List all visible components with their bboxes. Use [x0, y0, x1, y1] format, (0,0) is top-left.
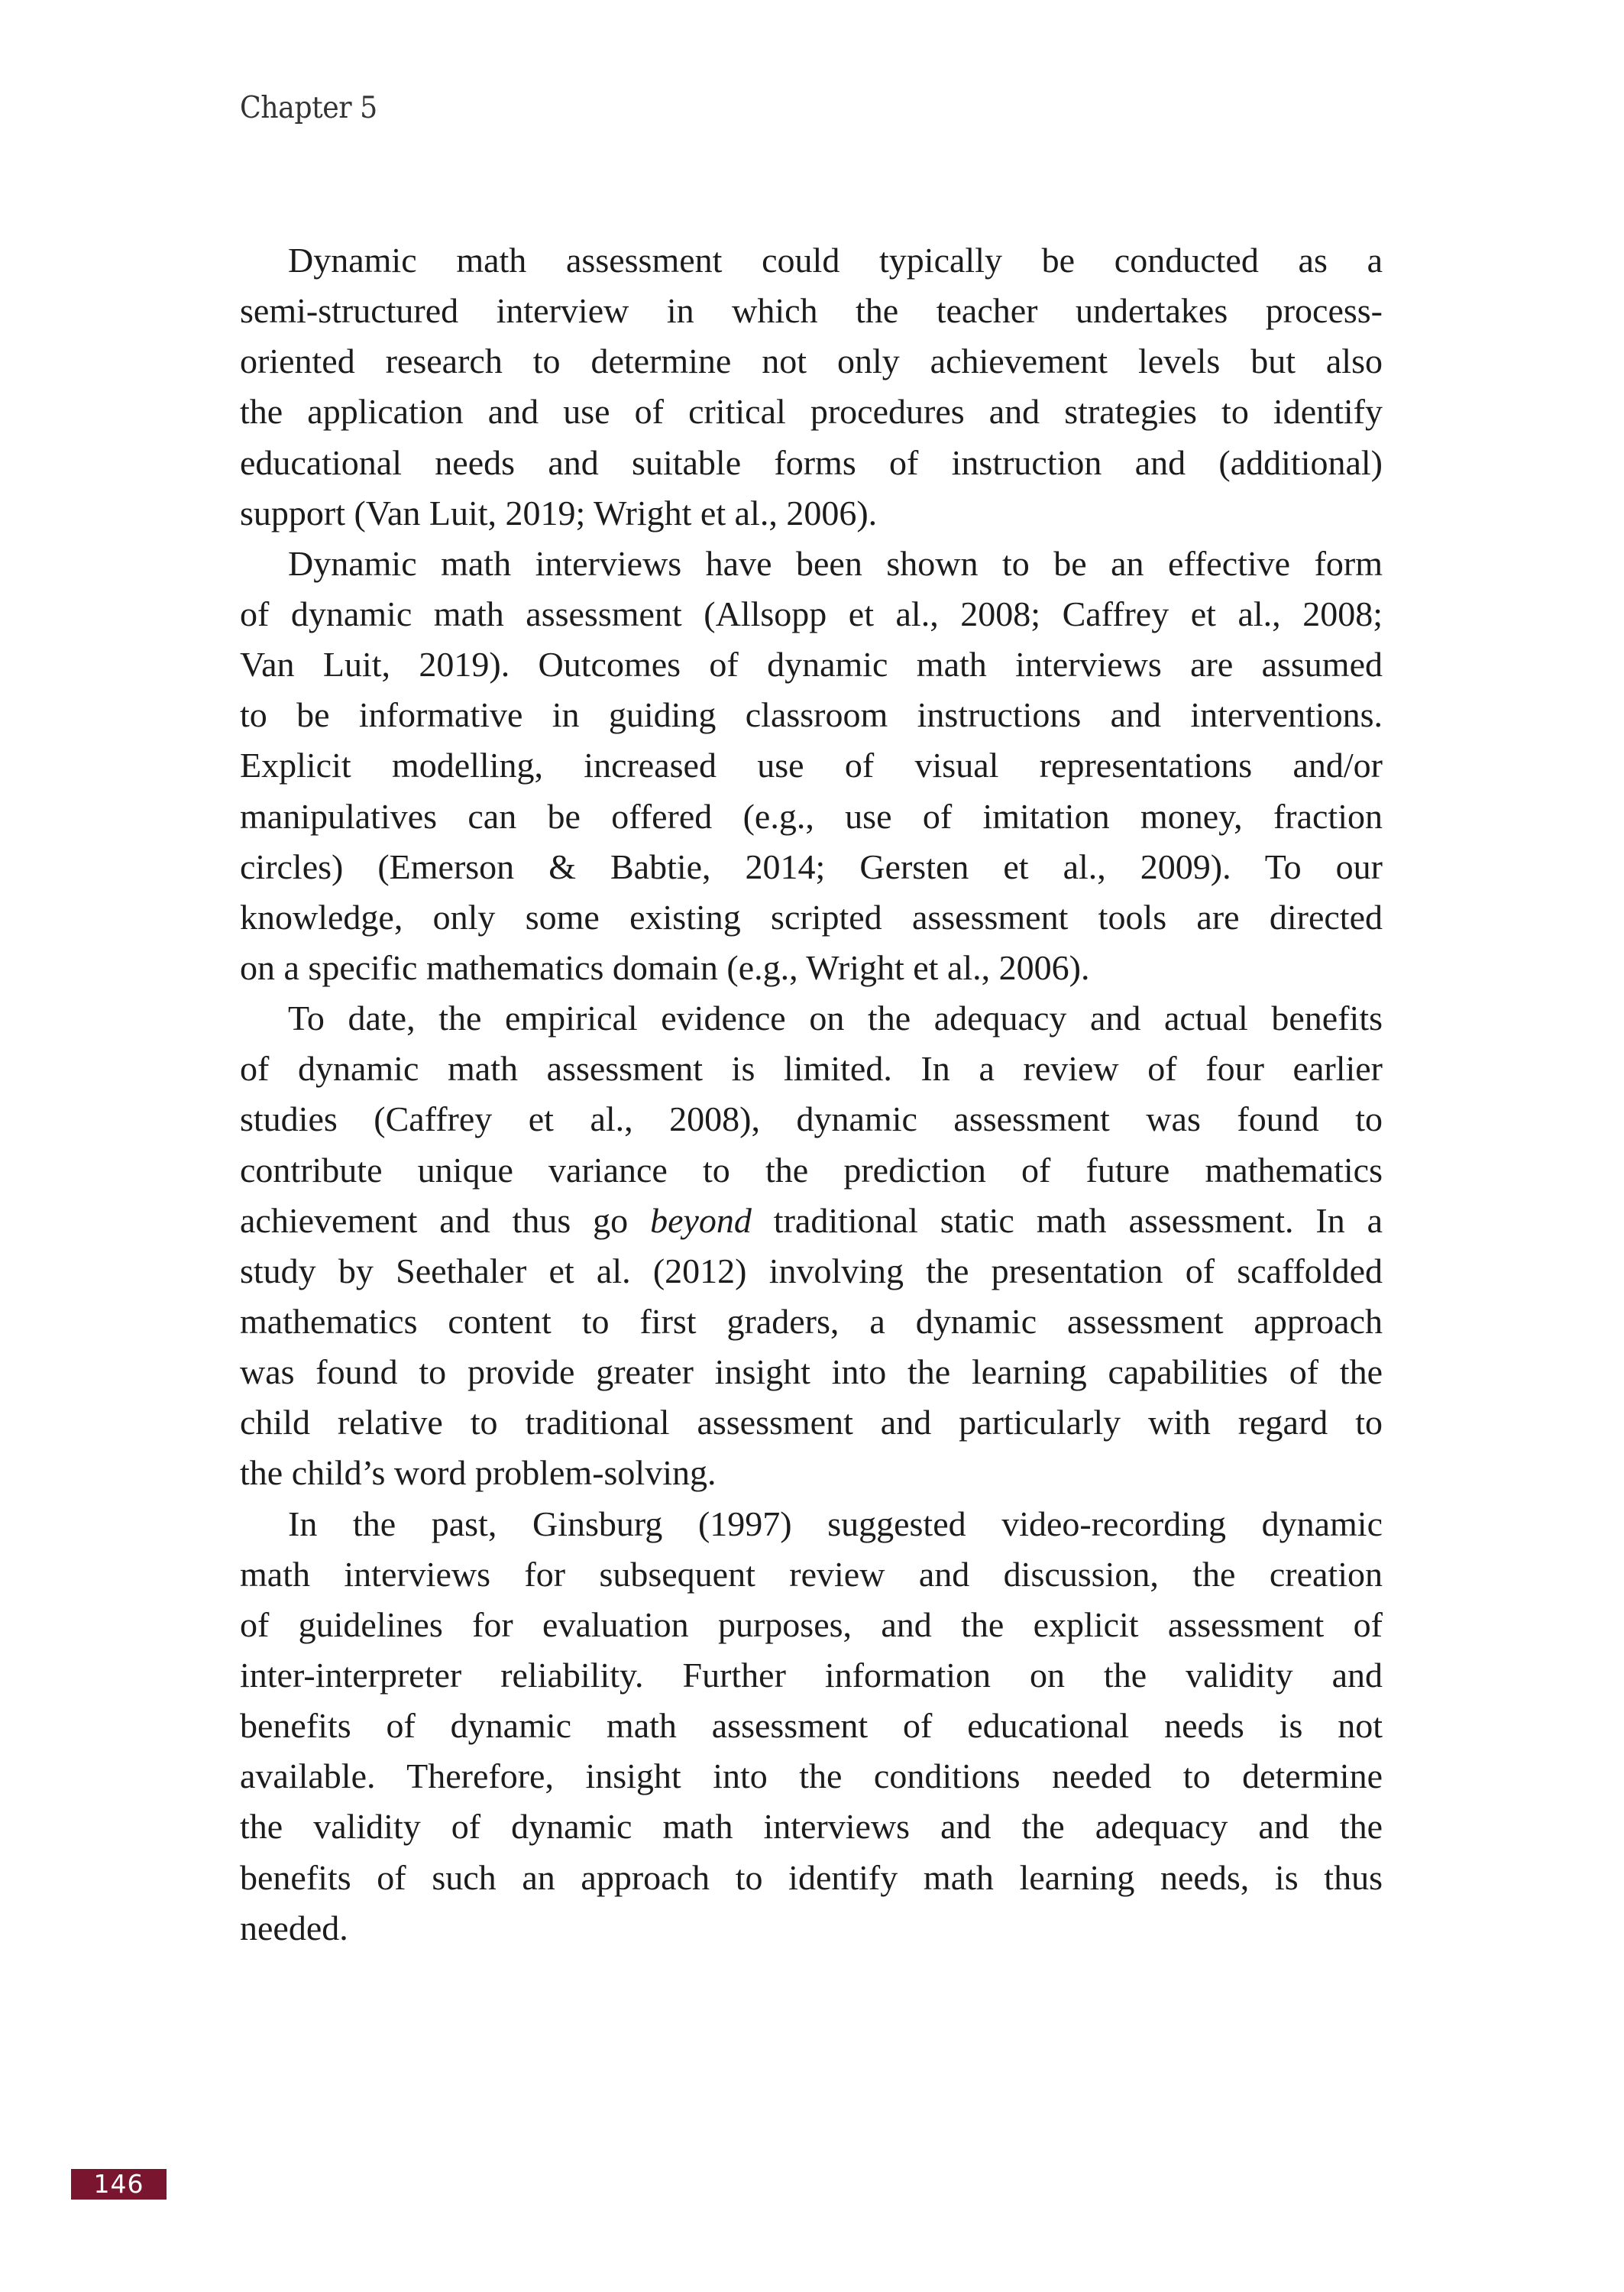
paragraph [240, 235, 1383, 539]
text-line: studies (Caffrey et al., 2008), dynamic assessment was found to [240, 1099, 1383, 1139]
text-line: Dynamic math interviews have been shown to be an effective form [288, 543, 1383, 583]
paragraph [240, 1499, 1383, 1954]
body-text [240, 235, 1383, 1954]
text-line: inter-interpreter reliability. Further information on the validity and [240, 1655, 1383, 1695]
text-line: to be informative in guiding classroom instructions and interventions. [240, 695, 1383, 735]
text-line: Dynamic math assessment could typically be conducted as a [288, 241, 1383, 280]
text-line: In the past, Ginsburg (1997) suggested video-recording dynamic [288, 1504, 1383, 1543]
text-line: was found to provide greater insight into the learning capabilities of the [240, 1352, 1383, 1392]
text-line: available. Therefore, insight into the conditions needed to determine [240, 1756, 1383, 1796]
text-line: knowledge, only some existing scripted assessment tools are directed [240, 897, 1383, 937]
text-line: of guidelines for evaluation purposes, and the explicit assessment of [240, 1604, 1383, 1644]
text-line: the child’s word problem-solving. [240, 1453, 717, 1493]
text-line: To date, the empirical evidence on the adequacy and actual benefits [288, 999, 1383, 1038]
text-line: Explicit modelling, increased use of visual representations and/or [240, 746, 1383, 785]
page-number-badge: 146 [71, 2169, 167, 2200]
text-line: study by Seethaler et al. (2012) involving the presentation of scaffolded [240, 1251, 1383, 1290]
paragraph [240, 993, 1383, 1498]
running-head: Chapter 5 [240, 91, 377, 125]
text-line: child relative to traditional assessment and particularly with regard to [240, 1403, 1383, 1442]
text-line: of dynamic math assessment (Allsopp et al., 2008; Caffrey et al., 2008; [240, 594, 1383, 633]
text-line: the validity of dynamic math interviews and the adequacy and the [240, 1807, 1383, 1847]
emphasized-word: beyond [650, 1200, 752, 1240]
text-line: on a specific mathematics domain (e.g., Wright et al., 2006). [240, 947, 1090, 987]
text-line [240, 1196, 1383, 1246]
text-line: educational needs and suitable forms of instruction and (additional) [240, 442, 1383, 482]
text-line: Van Luit, 2019). Outcomes of dynamic math interviews are assumed [240, 645, 1383, 685]
text-line: mathematics content to first graders, a dynamic assessment approach [240, 1301, 1383, 1341]
text-run: traditional static math assessment. In a [751, 1200, 1383, 1240]
paragraph [240, 539, 1383, 993]
text-line: needed. [240, 1908, 348, 1947]
text-line: math interviews for subsequent review and discussion, the creation [240, 1554, 1383, 1594]
text-line: semi-structured interview in which the teacher undertakes process- [240, 291, 1383, 331]
text-line: benefits of dynamic math assessment of educational needs is not [240, 1706, 1383, 1746]
text-line: the application and use of critical procedures and strategies to identify [240, 392, 1383, 432]
text-line: circles) (Emerson & Babtie, 2014; Gersten et al., 2009). To our [240, 847, 1383, 886]
text-line: contribute unique variance to the prediction of future mathematics [240, 1150, 1383, 1190]
text-line: benefits of such an approach to identify math learning needs, is thus [240, 1857, 1383, 1897]
text-line: manipulatives can be offered (e.g., use of imitation money, fraction [240, 796, 1383, 836]
text-run: achievement and thus go [240, 1200, 651, 1240]
text-line: oriented research to determine not only achievement levels but also [240, 342, 1383, 381]
text-line: support (Van Luit, 2019; Wright et al., 2006). [240, 493, 878, 533]
text-line: of dynamic math assessment is limited. In a review of four earlier [240, 1049, 1383, 1089]
